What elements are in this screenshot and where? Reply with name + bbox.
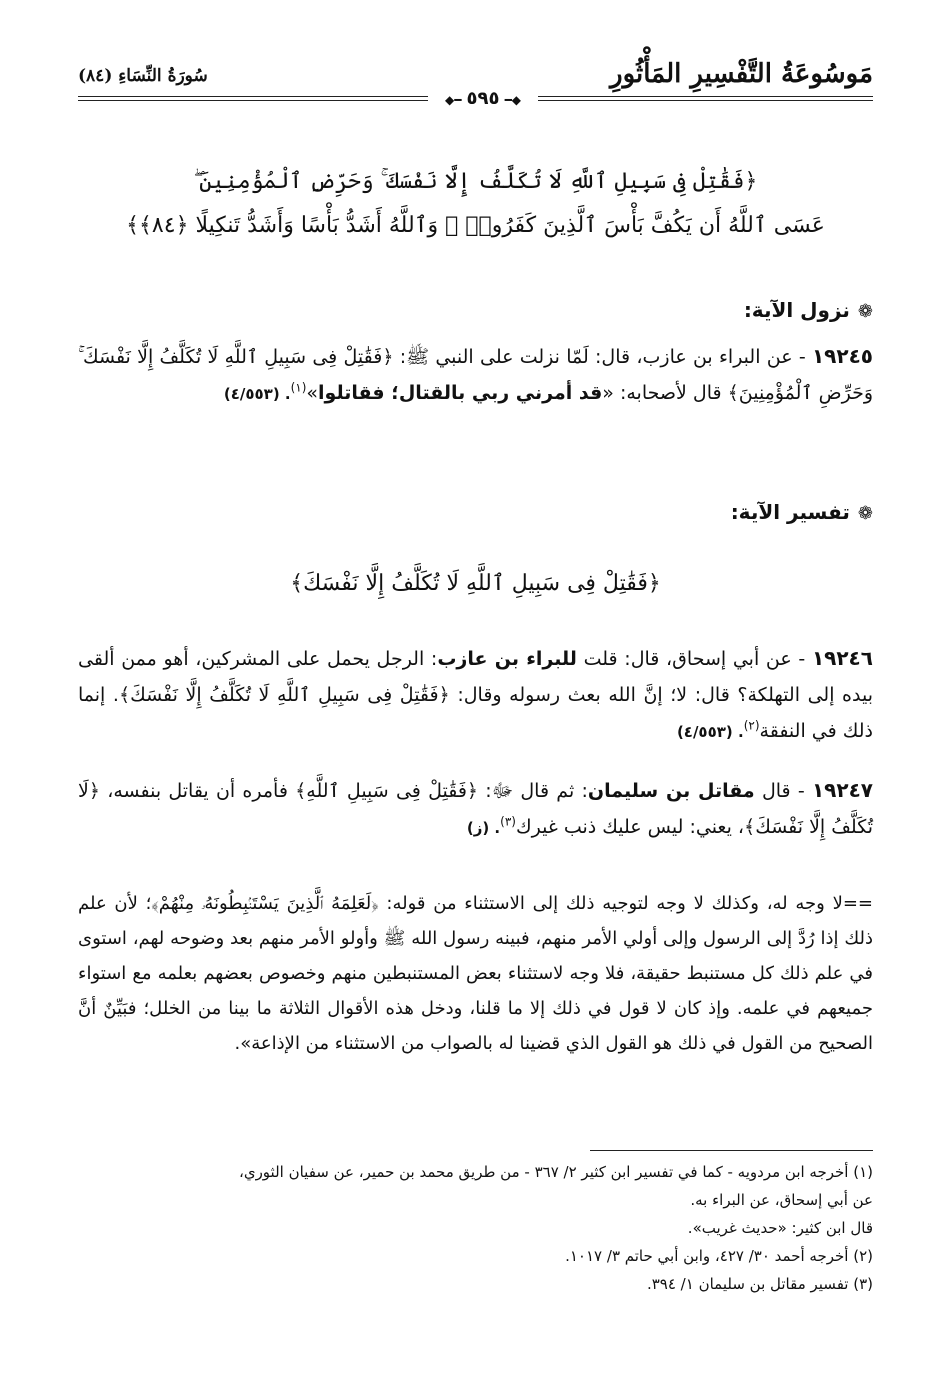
report-19247: [78, 772, 873, 846]
report-text: - قال: [754, 780, 812, 802]
footnote-marker: (٣): [500, 814, 516, 829]
narrator-name: للبراء بن عازب: [437, 648, 577, 670]
report-19246: [78, 640, 873, 750]
report-text-rest: : الرجل يحمل على المشركين، أهو ممن ألقى بيده إلى التهلكة؟ قال: لا؛ إنَّ الله بعث رسوله وقال: ﴿فَقَٰتِلْ فِى سَبِيلِ ٱللَّهِ لَا تُكَلَّفُ إِلَّا نَفْسَكَ﴾. إنما ذلك في النفقة: [78, 648, 873, 742]
report-number: ١٩٢٤٧: [811, 778, 874, 802]
verse-block: [78, 160, 873, 248]
page-header: [78, 56, 873, 116]
footnote-1-line-1: (١) أخرجه ابن مردويه - كما في تفسير ابن كثير ٢/ ٣٦٧ - من طريق محمد بن حمير، عن سفيان الثوري،: [238, 1163, 873, 1181]
flower-ornament-icon: ❁: [857, 301, 873, 322]
narrator-name: مقاتل بن سليمان: [587, 780, 755, 802]
report-text-end: »: [306, 382, 319, 404]
ornament-left-icon: ◆━: [444, 93, 462, 107]
report-text: - عن البراء بن عازب، قال: لَمّا نزلت على النبي ﷺ: ﴿فَقَٰتِلْ فِى سَبِيلِ ٱللَّهِ لَا تُكَلَّفُ إِلَّا نَفْسَكَ ۚ وَحَرِّضِ ٱلْمُؤْمِنِينَ﴾ قال لأصحابه: «: [78, 346, 873, 404]
surah-label: سُورَةُ النِّسَاءِ (٨٤): [78, 66, 208, 86]
verse-part-line: ﴿فَقَٰتِلْ فِى سَبِيلِ ٱللَّهِ لَا تُكَلَّفُ إِلَّا نَفْسَكَ﴾: [290, 571, 661, 596]
verse-line-1: ﴿فَقَٰتِلْ فِى سَبِيلِ ٱللَّهِ لَا تُكَلَّفُ إِلَّا نَفْسَكَ ۚ وَحَرِّضِ ٱلْمُؤْمِنِينَ ۖ: [193, 169, 758, 194]
footnotes: [78, 1158, 873, 1298]
footnote-2: (٢) أخرجه أحمد ٣٠/ ٤٢٧، وابن أبي حاتم ٣/ ١٠١٧.: [565, 1247, 873, 1265]
footnote-3: (٣) تفسير مقاتل بن سليمان ١/ ٣٩٤.: [646, 1275, 873, 1293]
footnote-1-line-3: قال ابن كثير: «حديث غريب».: [687, 1219, 873, 1237]
commentary-continuation: [78, 886, 873, 1061]
report-number: ١٩٢٤٦: [811, 646, 873, 670]
volume-reference: . (٤/٥٥٣): [223, 385, 291, 403]
ornament-right-icon: ━◆: [504, 93, 522, 107]
verse-part: [78, 562, 873, 606]
verse-line-2: عَسَى ٱللَّهُ أَن يَكُفَّ بَأْسَ ٱلَّذِينَ كَفَرُوا۟ ۚ وَٱللَّهُ أَشَدُّ بَأْسًا وَأَشَدُّ تَنكِيلًا ﴿٨٤﴾﴾: [126, 213, 825, 238]
commentary-text: ==لا وجه له، وكذلك لا وجه لتوجيه ذلك إلى الاستثناء من قوله: ﴿لَعَلِمَهُ ٱلَّذِينَ يَسْتَنۢبِطُونَهُۥ مِنْهُمْ﴾؛ لأن علم ذلك إذا رُدَّ إلى الرسول وإلى أولي الأمر منهم، فبينه رسول الله ﷺ وأولو الأمر منهم بعد وضوحه لهم، استوى في علم ذلك كل مستنبط حقيقة، فلا وجه لاستثناء بعض المستنبطين منهم وخصوص بعضهم بعلمه مع استواء جميعهم في علمه. وإذ كان لا قول في ذلك إلا ما قلنا، ودخل هذه الأقوال الثلاثة ما بينا من الخلل؛ فبَيِّنٌ أنَّ الصحيح من القول في ذلك هو القول الذي قضينا له بالصواب من الاستثناء من الإذاعة».: [78, 893, 873, 1054]
report-number: ١٩٢٤٥: [811, 344, 873, 368]
section-heading-tafsir: [78, 496, 873, 530]
flower-ornament-icon: ❁: [857, 503, 873, 524]
footnote-1-line-2: عن أبي إسحاق، عن البراء به.: [690, 1191, 873, 1209]
volume-reference: . (ز): [466, 819, 501, 837]
report-text: - عن أبي إسحاق، قال: قلت: [576, 648, 812, 670]
footnote-marker: (١): [290, 380, 307, 395]
report-bold-quote: قد أمرني ربي بالقتال؛ فقاتلوا: [318, 382, 603, 404]
footnote-marker: (٢): [743, 718, 760, 733]
page-number-box: [428, 86, 538, 112]
book-title: مَوسُوعَةُ التَّفْسِيرِ المَأْثُورِ: [610, 59, 873, 89]
volume-reference: . (٤/٥٥٣): [676, 723, 744, 741]
section-heading-nuzul: [78, 294, 873, 328]
page-number: ٥٩٥: [466, 88, 500, 109]
report-19245: [78, 338, 873, 412]
heading-text: تفسير الآية:: [730, 500, 850, 524]
report-text-rest: : ثم قال ﷻ: ﴿فَقَٰتِلْ فِى سَبِيلِ ٱللَّهِ﴾ فأمره أن يقاتل بنفسه، ﴿لَا تُكَلَّفُ إِلَّا نَفْسَكَ﴾، يعني: ليس عليك ذنب غيرك: [78, 780, 873, 838]
footnote-separator: [590, 1150, 873, 1151]
heading-text: نزول الآية:: [743, 298, 850, 322]
